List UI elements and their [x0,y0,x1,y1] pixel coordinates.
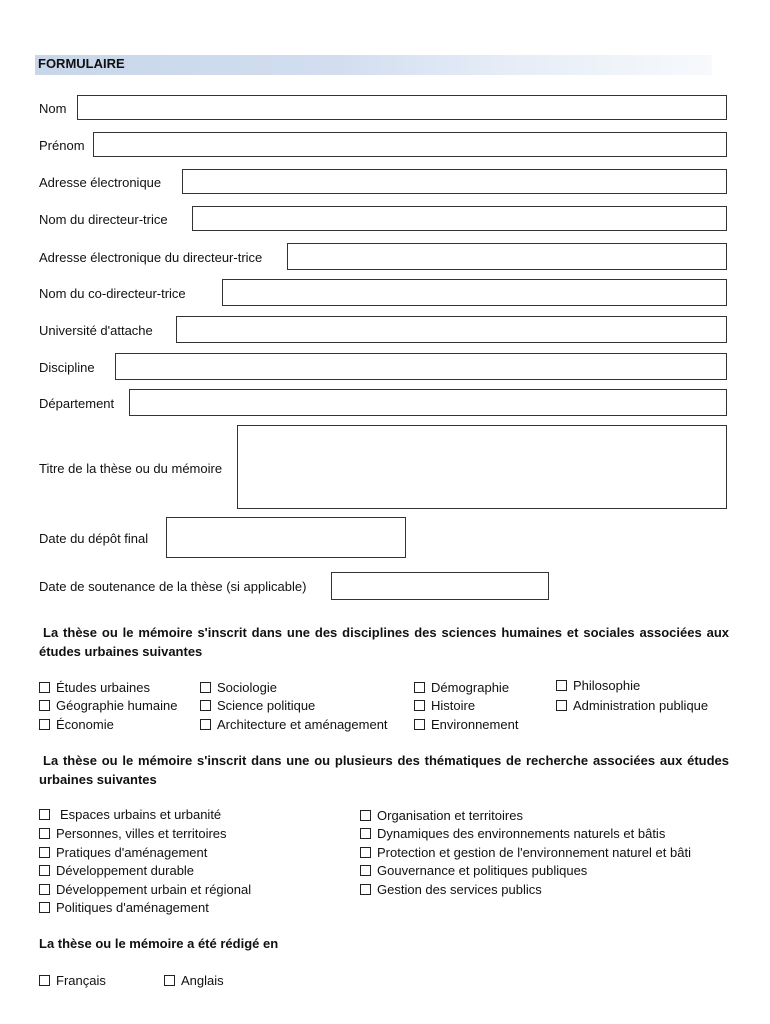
checkbox-icon[interactable] [39,719,50,730]
checkbox-label: Histoire [431,698,476,713]
checkbox-icon[interactable] [360,810,371,821]
email-label: Adresse électronique [39,175,162,190]
form-title: FORMULAIRE [38,56,125,71]
checkbox-label: Gestion des services publics [377,882,542,897]
checkbox-label: Français [56,973,106,988]
checkbox-icon[interactable] [39,884,50,895]
director-email-label: Adresse électronique du directeur-trice [39,250,263,265]
checkbox-label: Science politique [217,698,316,713]
checkbox-administration-publique[interactable] [556,698,708,713]
checkbox-icon[interactable] [39,682,50,693]
checkbox-icon[interactable] [39,700,50,711]
university-input[interactable] [176,316,727,343]
checkbox-etudes-urbaines[interactable] [39,680,150,695]
checkbox-label: Gouvernance et politiques publiques [377,863,588,878]
checkbox-organisation-territoires[interactable] [360,808,523,823]
prenom-label: Prénom [39,138,85,153]
codirector-name-label: Nom du co-directeur-trice [39,286,186,301]
thesis-title-label: Titre de la thèse ou du mémoire [39,461,223,476]
checkbox-icon[interactable] [360,828,371,839]
checkbox-services-publics[interactable] [360,882,542,897]
checkbox-icon[interactable] [164,975,175,986]
checkbox-label: Démographie [431,680,510,695]
checkbox-economie[interactable] [39,717,114,732]
checkbox-science-politique[interactable] [200,698,315,713]
checkbox-label: Espaces urbains et urbanité [60,807,222,822]
checkbox-icon[interactable] [556,700,567,711]
checkbox-environnement[interactable] [414,717,518,732]
defense-date-input[interactable] [331,572,549,600]
department-input[interactable] [129,389,727,416]
checkbox-dynamiques-environnements[interactable] [360,826,665,841]
checkbox-icon[interactable] [39,809,50,820]
checkbox-histoire[interactable] [414,698,475,713]
checkbox-architecture-amenagement[interactable] [200,717,388,732]
checkbox-icon[interactable] [414,719,425,730]
nom-input[interactable] [77,95,727,120]
language-question: La thèse ou le mémoire a été rédigé en [39,936,279,951]
codirector-name-input[interactable] [222,279,727,306]
checkbox-pratiques-amenagement[interactable] [39,845,207,860]
checkbox-label: Développement urbain et régional [56,882,252,897]
checkbox-icon[interactable] [39,828,50,839]
checkbox-label: Géographie humaine [56,698,178,713]
checkbox-label: Architecture et aménagement [217,717,388,732]
thesis-title-input[interactable] [237,425,727,509]
director-email-input[interactable] [287,243,727,270]
director-name-label: Nom du directeur-trice [39,212,168,227]
checkbox-label: Sociologie [217,680,277,695]
checkbox-icon[interactable] [414,700,425,711]
checkbox-icon[interactable] [200,719,211,730]
checkbox-icon[interactable] [200,700,211,711]
disciplines-question: La thèse ou le mémoire s'inscrit dans une des disciplines des sciences humaines et sociales associées aux études urbaines suivantes [39,625,729,659]
checkbox-label: Philosophie [573,678,641,693]
checkbox-espaces-urbains[interactable] [39,807,221,822]
checkbox-label: Organisation et territoires [377,808,523,823]
checkbox-politiques-amenagement[interactable] [39,900,209,915]
checkbox-label: Protection et gestion de l'environnement naturel et bâti [377,845,691,860]
checkbox-geographie-humaine[interactable] [39,698,177,713]
checkbox-gouvernance[interactable] [360,863,587,878]
checkbox-label: Administration publique [573,698,709,713]
checkbox-label: Économie [56,717,114,732]
email-input[interactable] [182,169,727,194]
checkbox-icon[interactable] [200,682,211,693]
discipline-input[interactable] [115,353,727,380]
defense-date-label: Date de soutenance de la thèse (si applicable) [39,579,307,594]
themes-question: La thèse ou le mémoire s'inscrit dans une ou plusieurs des thématiques de recherche associées aux études urbaines suivantes [39,753,729,787]
deposit-date-input[interactable] [166,517,406,558]
checkbox-icon[interactable] [39,847,50,858]
checkbox-icon[interactable] [360,847,371,858]
checkbox-label: Anglais [181,973,224,988]
department-label: Département [39,396,115,411]
checkbox-label: Développement durable [56,863,195,878]
nom-label: Nom [39,101,67,116]
checkbox-icon[interactable] [360,884,371,895]
deposit-date-label: Date du dépôt final [39,531,149,546]
checkbox-icon[interactable] [39,902,50,913]
checkbox-philosophie[interactable] [556,678,640,693]
checkbox-icon[interactable] [414,682,425,693]
university-label: Université d'attache [39,323,153,338]
checkbox-protection-gestion[interactable] [360,845,691,860]
prenom-input[interactable] [93,132,727,157]
checkbox-personnes-villes[interactable] [39,826,227,841]
checkbox-icon[interactable] [39,865,50,876]
checkbox-icon[interactable] [39,975,50,986]
checkbox-demographie[interactable] [414,680,509,695]
director-name-input[interactable] [192,206,727,231]
discipline-label: Discipline [39,360,95,375]
checkbox-label: Pratiques d'aménagement [56,845,208,860]
checkbox-icon[interactable] [556,680,567,691]
header-bar [35,55,712,75]
checkbox-label: Environnement [431,717,519,732]
checkbox-developpement-durable[interactable] [39,863,194,878]
checkbox-icon[interactable] [360,865,371,876]
checkbox-label: Politiques d'aménagement [56,900,209,915]
checkbox-label: Dynamiques des environnements naturels et bâtis [377,826,666,841]
checkbox-label: Personnes, villes et territoires [56,826,227,841]
checkbox-developpement-urbain[interactable] [39,882,251,897]
checkbox-label: Études urbaines [56,680,150,695]
checkbox-francais[interactable] [39,973,106,988]
checkbox-anglais[interactable] [164,973,224,988]
checkbox-sociologie[interactable] [200,680,277,695]
